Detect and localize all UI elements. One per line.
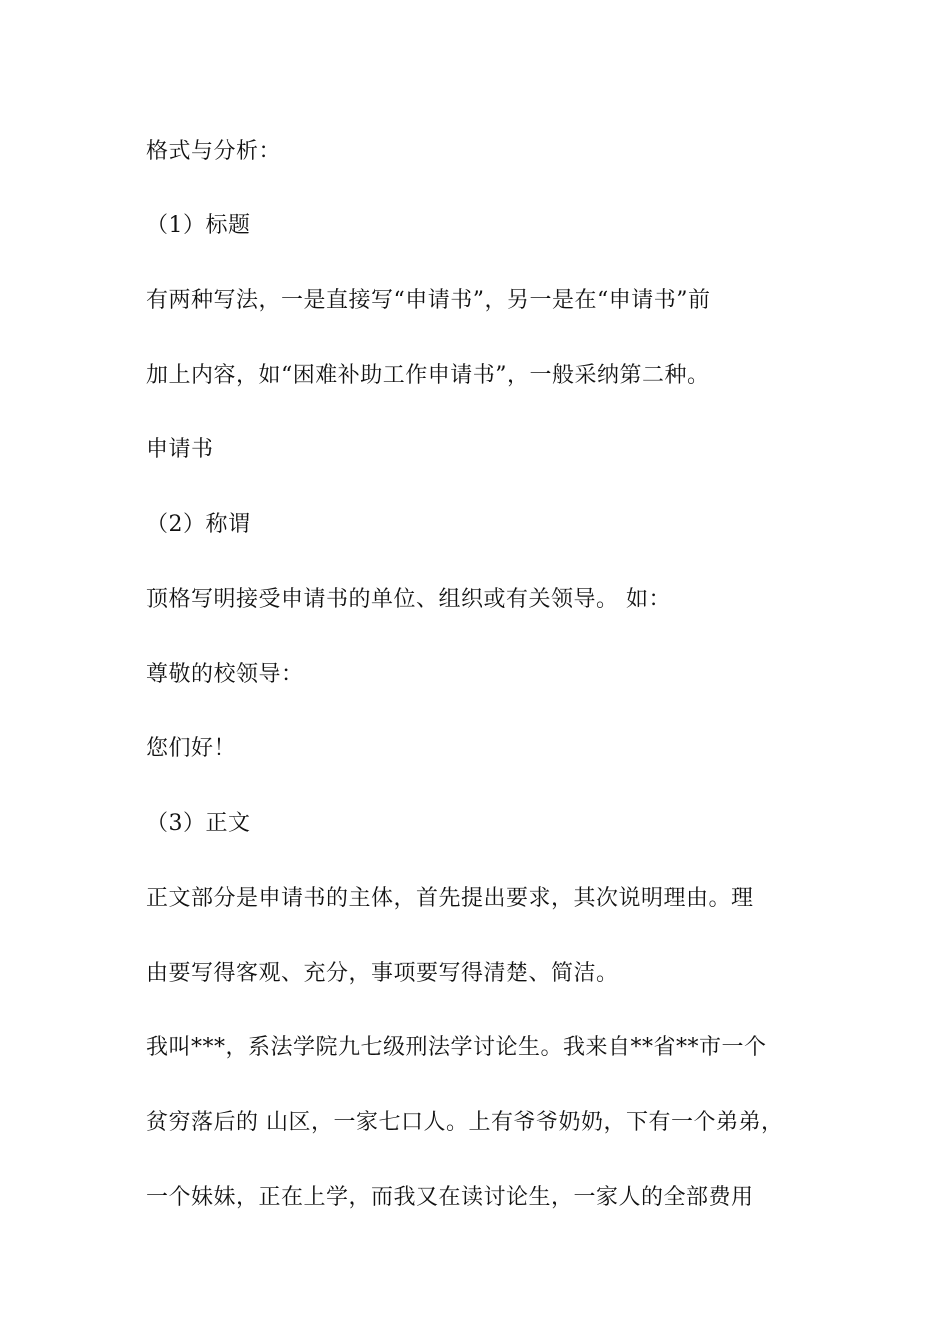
heading-format-analysis: 格式与分析：	[146, 139, 282, 164]
paragraph-line: 由要写得客观、充分，事项要写得清楚、简洁。	[146, 961, 619, 986]
paragraph-line: 顶格写明接受申请书的单位、组织或有关领导。 如：	[146, 587, 671, 612]
example-title-line: 申请书	[146, 437, 214, 462]
paragraph-line: 贫穷落后的 山区，一家七口人。上有爷爷奶奶，下有一个弟弟，	[146, 1110, 784, 1135]
section-title-body: （3）正文	[146, 811, 251, 836]
example-greeting-line: 您们好！	[146, 736, 237, 761]
section-title-salutation: （2）称谓	[146, 512, 251, 537]
paragraph-line: 一个妹妹，正在上学，而我又在读讨论生，一家人的全部费用	[146, 1185, 754, 1210]
example-salutation-line: 尊敬的校领导：	[146, 662, 304, 687]
paragraph-line: 加上内容，如“困难补助工作申请书”，一般采纳第二种。	[146, 363, 710, 388]
paragraph-line: 正文部分是申请书的主体，首先提出要求，其次说明理由。理	[146, 886, 754, 911]
section-title-heading: （1）标题	[146, 213, 251, 238]
paragraph-line: 有两种写法，一是直接写“申请书”，另一是在“申请书”前	[146, 288, 711, 313]
paragraph-line: 我叫***，系法学院九七级刑法学讨论生。我来自**省**市一个	[146, 1035, 767, 1060]
